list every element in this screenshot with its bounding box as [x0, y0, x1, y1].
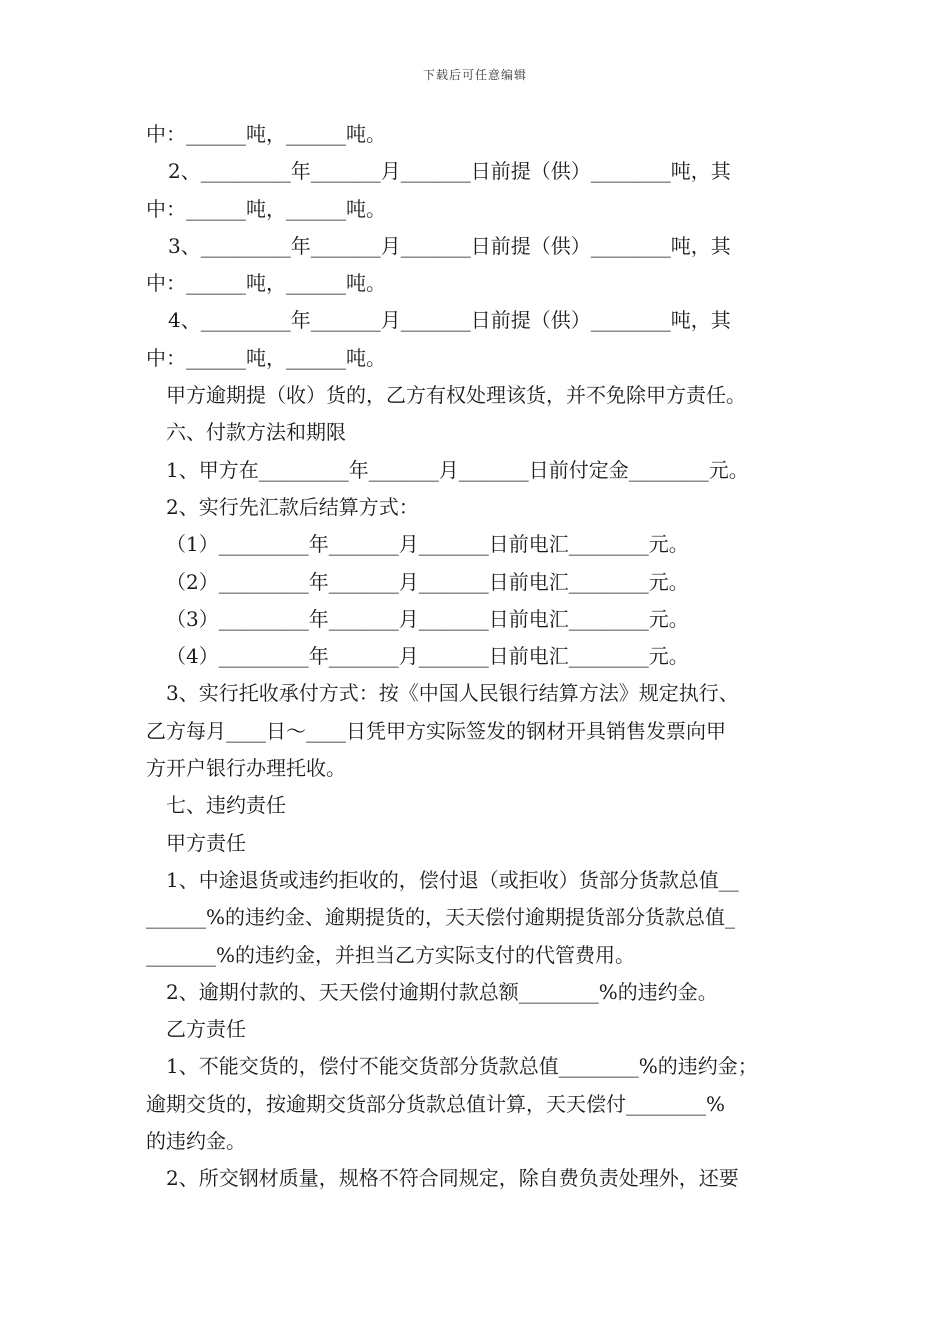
text-line: 3、实行托收承付方式：按《中国人民银行结算方法》规定执行、: [166, 681, 739, 706]
text-line: _______%的违约金，并担当乙方实际支付的代管费用。: [146, 942, 636, 967]
text-line: 2、逾期付款的、天天偿付逾期付款总额________%的违约金。: [166, 979, 718, 1004]
text-line: 2、实行先汇款后结算方式：: [166, 494, 419, 519]
text-line: （1）_________年_______月_______日前电汇________元。: [166, 532, 689, 557]
page-header: 下载后可任意编辑: [422, 68, 527, 82]
text-line: （2）_________年_______月_______日前电汇________元。: [166, 569, 689, 594]
text-line: 方开户银行办理托收。: [146, 756, 346, 781]
text-line: 4、_________年_______月_______日前提（供）________吨，其: [168, 308, 731, 333]
document-body: [146, 116, 816, 1198]
text-line: 1、中途退货或违约拒收的，偿付退（或拒收）货部分货款总值__: [166, 867, 739, 892]
subsection-heading: 乙方责任: [166, 1017, 246, 1042]
text-line: 3、_________年_______月_______日前提（供）________吨，其: [168, 233, 731, 258]
text-line: 中：______吨，______吨。: [146, 122, 386, 146]
section-heading: 六、付款方法和期限: [166, 420, 346, 445]
text-line: 中：______吨，______吨。: [146, 271, 386, 296]
text-line: （3）_________年_______月_______日前电汇________元。: [166, 606, 689, 631]
text-line: ______%的违约金、逾期提货的，天天偿付逾期提货部分货款总值_: [146, 905, 736, 930]
text-line: （4）_________年_______月_______日前电汇________元。: [166, 644, 689, 669]
subsection-heading: 甲方责任: [166, 830, 246, 855]
text-line: 1、甲方在_________年_______月_______日前付定金________元。: [166, 457, 749, 482]
section-heading: 七、违约责任: [166, 793, 286, 818]
text-line: 2、所交钢材质量，规格不符合同规定，除自费负责处理外，还要: [166, 1166, 739, 1191]
text-line: 中：______吨，______吨。: [146, 196, 386, 221]
text-line: 的违约金。: [146, 1129, 246, 1154]
text-line: 1、不能交货的，偿付不能交货部分货款总值________%的违约金；: [166, 1054, 758, 1079]
text-line: 甲方逾期提（收）货的，乙方有权处理该货，并不免除甲方责任。: [166, 383, 746, 408]
text-line: 中：______吨，______吨。: [146, 345, 386, 370]
text-line: 逾期交货的，按逾期交货部分货款总值计算，天天偿付________%: [146, 1091, 726, 1116]
text-line: 2、_________年_______月_______日前提（供）________吨，其: [168, 159, 731, 184]
text-line: 乙方每月____日～____日凭甲方实际签发的钢材开具销售发票向甲: [146, 718, 726, 743]
